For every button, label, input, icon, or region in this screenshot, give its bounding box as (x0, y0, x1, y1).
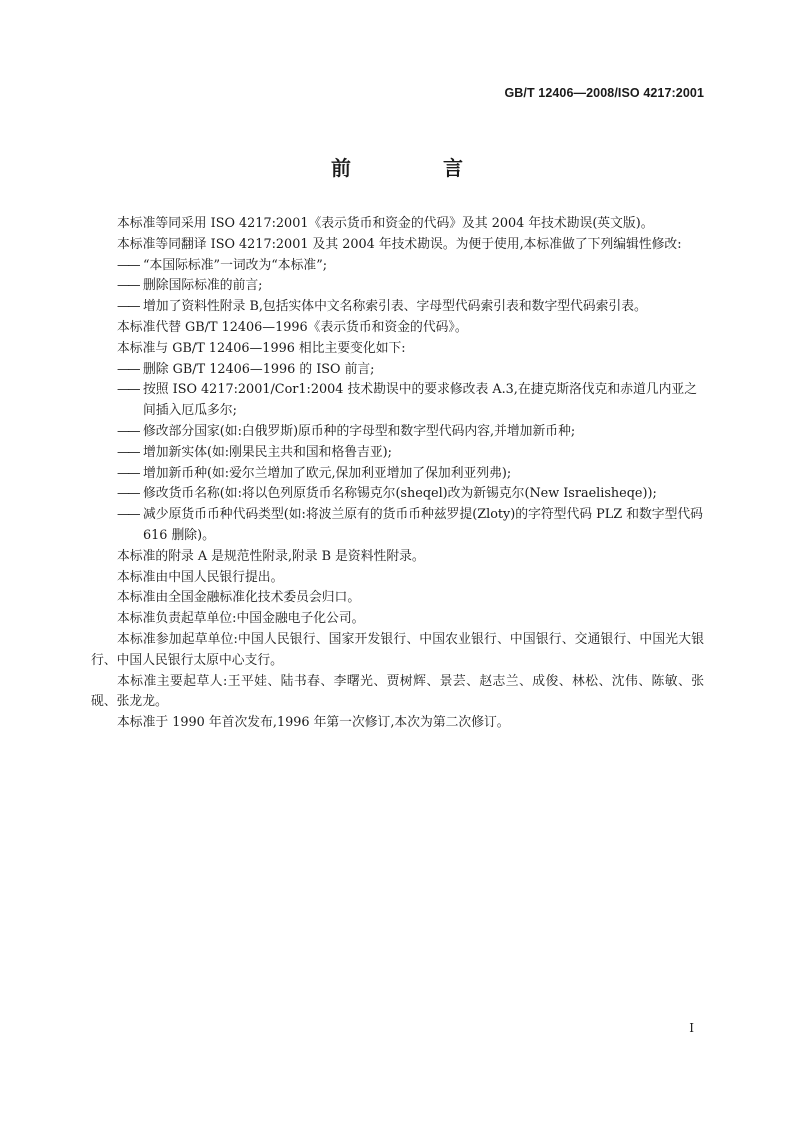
dash-marker: —— (117, 257, 139, 273)
dash-marker: —— (117, 465, 139, 481)
list-item (91, 297, 704, 318)
list-item-text: 增加新币种(如:爱尔兰增加了欧元,保加利亚增加了保加利亚列弗); (143, 465, 512, 481)
list-item (91, 422, 704, 443)
foreword-content (91, 214, 704, 734)
paragraph: 本标准负责起草单位:中国金融电子化公司。 (117, 611, 365, 627)
paragraph: 本标准于 1990 年首次发布,1996 年第一次修订,本次为第二次修订。 (117, 715, 510, 731)
list-item-text: 删除国际标准的前言; (143, 278, 263, 294)
dash-marker: —— (117, 423, 139, 439)
standard-code-header: GB/T 12406—2008/ISO 4217:2001 (504, 86, 704, 100)
list-item-text: 减少原货币币种代码类型(如:将波兰原有的货币币种兹罗提(Zloty)的字符型代码 PLZ 和数字型代码 616 删除)。 (143, 507, 703, 543)
paragraph: 本标准由中国人民银行提出。 (117, 569, 284, 585)
list-item (91, 380, 704, 422)
list-item-text: 修改货币名称(如:将以色列原货币名称锡克尔(sheqel)改为新锡克尔(New Israelisheqe)); (143, 486, 657, 502)
page-number: I (689, 1021, 694, 1035)
dash-marker: —— (117, 382, 139, 398)
dash-marker: —— (117, 486, 139, 502)
list-item-text: 修改部分国家(如:白俄罗斯)原币种的字母型和数字型代码内容,并增加新币种; (143, 423, 576, 439)
paragraph: 本标准等同翻译 ISO 4217:2001 及其 2004 年技术勘误。为便于使用,本标准做了下列编辑性修改: (117, 236, 682, 252)
list-item-text: 按照 ISO 4217:2001/Cor1:2004 技术勘误中的要求修改表 A.3,在捷克斯洛伐克和赤道几内亚之间插入厄瓜多尔; (143, 382, 698, 419)
dash-marker: —— (117, 444, 139, 460)
list-item (91, 276, 704, 297)
list-item-text: 删除 GB/T 12406—1996 的 ISO 前言; (143, 361, 375, 377)
list-item (91, 484, 704, 505)
list-item (91, 256, 704, 277)
paragraph: 本标准代替 GB/T 12406—1996《表示货币和资金的代码》。 (117, 319, 468, 335)
list-item (91, 464, 704, 485)
list-item-text: 增加新实体(如:刚果民主共和国和格鲁吉亚); (143, 444, 392, 460)
paragraph: 本标准由全国金融标准化技术委员会归口。 (117, 590, 361, 606)
paragraph: 本标准的附录 A 是规范性附录,附录 B 是资料性附录。 (117, 548, 425, 564)
list-item-text: “本国际标准”一词改为“本标准”; (143, 257, 328, 273)
paragraph: 本标准等同采用 ISO 4217:2001《表示货币和资金的代码》及其 2004 年技术勘误(英文版)。 (117, 216, 654, 231)
dash-marker: —— (117, 278, 139, 294)
list-item (91, 443, 704, 464)
paragraph: 本标准与 GB/T 12406—1996 相比主要变化如下: (117, 340, 406, 356)
dash-marker: —— (117, 361, 139, 377)
dash-marker: —— (117, 507, 139, 523)
dash-marker: —— (117, 299, 139, 315)
list-item (91, 360, 704, 381)
paragraph: 本标准参加起草单位:中国人民银行、国家开发银行、中国农业银行、中国银行、交通银行、中国光大银行、中国人民银行太原中心支行。 (91, 631, 704, 668)
list-item-text: 增加了资料性附录 B,包括实体中文名称索引表、字母型代码索引表和数字型代码索引表。 (143, 299, 647, 315)
page-title: 前 言 (331, 156, 499, 180)
paragraph: 本标准主要起草人:王平娃、陆书春、李曙光、贾树辉、景芸、赵志兰、成俊、林松、沈伟、陈敏、张砚、张龙龙。 (91, 673, 704, 710)
list-item (91, 505, 704, 547)
